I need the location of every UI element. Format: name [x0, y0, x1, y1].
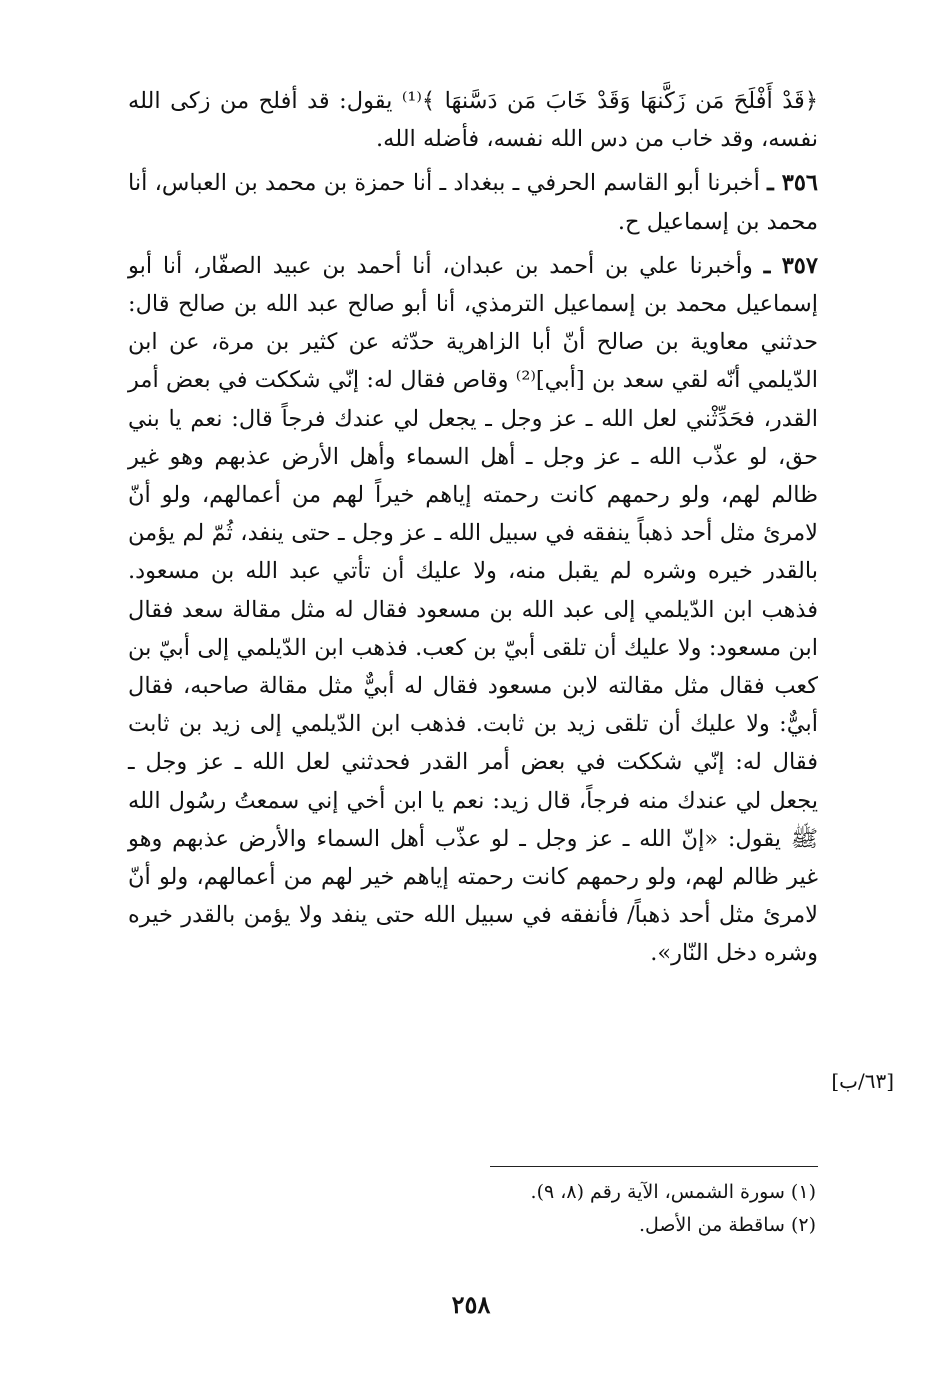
paragraph-hadith-357	[128, 247, 818, 973]
footnotes	[300, 1176, 816, 1242]
main-text	[128, 82, 818, 973]
manuscript-folio-marker: [٦٣/ب]	[831, 1069, 894, 1093]
paragraph-quran-commentary	[128, 82, 818, 158]
paragraph-number: ٣٥٦ ـ	[767, 170, 818, 197]
footnote-divider	[490, 1166, 818, 1167]
page-number: ٢٥٨	[451, 1290, 491, 1319]
paragraph-text: ﴿قَدْ أَفْلَحَ مَن زَكَّنهَا وَقَدْ خَابَ مَن دَسَّنهَا ﴾⁽¹⁾ يقول: قد أفلح من زكى الله نفسه، وقد خاب من دس الله نفسه، فأضله الله.	[128, 88, 818, 153]
paragraph-hadith-356	[128, 164, 818, 240]
paragraph-text: وأخبرنا علي بن أحمد بن عبدان، أنا أحمد بن عبيد الصفّار، أنا أبو إسماعيل محمد بن إسماعيل الترمذي، أنا أبو صالح عبد الله بن صالح قال: حدثني معاوية بن صالح أنّ أبا الزاهرية حدّثه عن كثير بن مرة، عن ابن الدّيلمي أنّه لقي سعد بن [أبي]⁽²⁾ وقاص فقال له: إنّي شككت في بعض أمر القدر، فحَدِّثْني لعل الله ـ عز وجل ـ يجعل لي عندك فرجاً قال: نعم يا بني حق، لو عذّب الله ـ عز وجل ـ أهل السماء وأهل الأرض عذبهم وهو غير ظالم لهم، ولو رحمهم كانت رحمته إياهم خيراً لهم من أعمالهم، ولو أنّ لامرئ مثل أحد ذهباً ينفقه في سبيل الله ـ عز وجل ـ حتى ينفد، ثُمّ لم يؤمن بالقدر خيره وشره لم يقبل منه، ولا عليك أن تأتي عبد الله بن مسعود. فذهب ابن الدّيلمي إلى عبد الله بن مسعود فقال له مثل مقالة سعد فقال ابن مسعود: ولا عليك أن تلقى أبيّ بن كعب. فذهب ابن الدّيلمي إلى أبيّ بن كعب فقال مثل مقالته لابن مسعود فقال له أبيٌّ مثل مقالة صاحبه، فقال أبيٌّ: ولا عليك أن تلقى زيد بن ثابت. فذهب ابن الدّيلمي إلى زيد بن ثابت فقال له: إنّي شككت في بعض أمر القدر فحدثني لعل الله ـ عز وجل ـ يجعل لي عندك منه فرجاً، قال زيد: نعم يا ابن أخي إني سمعتُ رسُول الله ﷺ يقول: «إنّ الله ـ عز وجل ـ لو عذّب أهل السماء والأرض عذبهم وهو غير ظالم لهم، ولو رحمهم كانت رحمته إياهم خير لهم من أعمالهم، ولو أنّ لامرئ مثل أحد ذهباً/ فأنفقه في سبيل الله حتى ينفد ولا يؤمن بالقدر خيره وشره دخل النّار».	[128, 252, 818, 967]
paragraph-number: ٣٥٧ ـ	[763, 252, 818, 279]
paragraph-text: أخبرنا أبو القاسم الحرفي ـ ببغداد ـ أنا حمزة بن محمد بن العباس، أنا محمد بن إسماعيل ح.	[128, 170, 818, 235]
footnote-item: (١) سورة الشمس، الآية رقم (٨، ٩).	[530, 1181, 816, 1203]
footnote-item: (٢) ساقطة من الأصل.	[638, 1214, 816, 1236]
